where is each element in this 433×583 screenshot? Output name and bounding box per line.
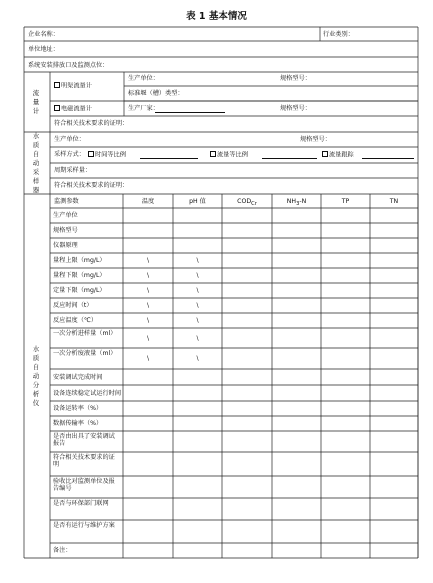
industry-label: 行业类别： bbox=[323, 31, 354, 38]
not-applicable-mark: \ bbox=[146, 317, 150, 324]
column-header-param: 监测参数 bbox=[54, 198, 79, 205]
cycle-sampling-label: 周期采样量： bbox=[54, 167, 92, 174]
flowmeter-group-label: 流量计 bbox=[32, 88, 40, 115]
table-row-label: 规格型号 bbox=[53, 227, 78, 234]
column-header-3: $COD_{Cr}$ bbox=[237, 198, 257, 208]
table-row-label: 安装调试完成时间 bbox=[53, 373, 103, 381]
flowmeter-maker-label: 生产厂家： bbox=[128, 105, 159, 112]
table-row-label: 是否由出具了安装调试报告 bbox=[53, 433, 115, 447]
table-row-label: 仪器原理 bbox=[53, 242, 78, 249]
weir-type-label: 标准堰（槽）类型： bbox=[128, 90, 184, 97]
sampling-method-label: 采样方式： bbox=[54, 151, 85, 158]
table-row-label: 一次分析废液量（ml） bbox=[53, 350, 117, 357]
checkbox-icon[interactable] bbox=[54, 105, 60, 111]
flow-tracking-checkbox-label: 流量跟踪 bbox=[329, 151, 354, 159]
flow-proportional-checkbox[interactable] bbox=[210, 151, 248, 159]
table-row-label: 反应时间（t） bbox=[53, 302, 93, 309]
flowmeter-compliance-label: 符合相关技术要求的证明： bbox=[54, 120, 129, 127]
open-channel-flowmeter-checkbox-label: 明渠流量计 bbox=[61, 82, 92, 90]
column-header-4: $NH_3-N$ bbox=[286, 198, 307, 208]
analyzer-group-label: 水质自动分析仪 bbox=[32, 344, 40, 407]
not-applicable-mark: \ bbox=[146, 334, 150, 342]
time-proportional-checkbox-label: 时间等比例 bbox=[95, 151, 126, 159]
column-header-6: TN bbox=[389, 198, 399, 205]
checkbox-icon[interactable] bbox=[210, 151, 216, 157]
table-row-label: 设备连续稳定试运行时间 bbox=[53, 389, 122, 397]
column-header-5: TP bbox=[341, 198, 350, 205]
table-row-label: 一次分析进样量（ml） bbox=[53, 330, 117, 337]
electromagnetic-flowmeter-checkbox[interactable] bbox=[54, 105, 92, 113]
fill-in-blank bbox=[362, 158, 414, 159]
not-applicable-mark: \ bbox=[146, 287, 150, 294]
not-applicable-mark: \ bbox=[146, 257, 150, 264]
not-applicable-mark: \ bbox=[196, 302, 199, 309]
table-row-label: 设备运转率（%） bbox=[53, 405, 103, 412]
sampler-compliance-label: 符合相关技术要求的证明： bbox=[54, 182, 129, 189]
not-applicable-mark: \ bbox=[196, 334, 199, 342]
not-applicable-mark: \ bbox=[196, 355, 199, 362]
flow-tracking-checkbox[interactable] bbox=[322, 151, 354, 159]
flow-proportional-checkbox-label: 流量等比例 bbox=[217, 151, 248, 159]
fill-in-blank bbox=[155, 112, 225, 113]
table-row-label: 量程上限（mg/L） bbox=[53, 257, 106, 264]
not-applicable-mark: \ bbox=[146, 272, 150, 279]
column-header-2: pH 值 bbox=[189, 198, 206, 205]
not-applicable-mark: \ bbox=[146, 302, 150, 309]
table-row-label: 是否有运行与维护方案 bbox=[53, 522, 115, 529]
flowmeter-model2-label: 规格型号： bbox=[280, 105, 311, 112]
column-header-1: 温度 bbox=[141, 198, 155, 205]
sampler-manufacturer-label: 生产单位： bbox=[54, 136, 85, 143]
fill-in-blank bbox=[262, 158, 317, 159]
monitoring-location-label: 系统安装排放口及监测点位： bbox=[28, 62, 109, 69]
checkbox-icon[interactable] bbox=[322, 151, 328, 157]
not-applicable-mark: \ bbox=[196, 317, 199, 324]
table-row-label: 符合相关技术要求的证明 bbox=[53, 454, 115, 468]
table-row-label: 验收比对监测单位及报告编号 bbox=[53, 478, 115, 492]
fill-in-blank bbox=[140, 158, 198, 159]
open-channel-flowmeter-checkbox[interactable] bbox=[54, 82, 92, 90]
table-row-label: 数据传输率（%） bbox=[53, 420, 103, 427]
table-row-label: 备注： bbox=[53, 547, 72, 554]
not-applicable-mark: \ bbox=[196, 272, 199, 279]
table-row-label: 是否与环保部门联网 bbox=[53, 500, 109, 507]
table-row-label: 定量下限（mg/L） bbox=[53, 287, 106, 294]
flowmeter-manufacturer-label: 生产单位： bbox=[128, 75, 159, 82]
electromagnetic-flowmeter-checkbox-label: 电磁流量计 bbox=[61, 105, 92, 113]
time-proportional-checkbox[interactable] bbox=[88, 151, 126, 159]
not-applicable-mark: \ bbox=[146, 355, 150, 362]
sampler-group-label: 水质自动采样器 bbox=[32, 131, 40, 194]
checkbox-icon[interactable] bbox=[88, 151, 94, 157]
not-applicable-mark: \ bbox=[196, 257, 199, 264]
table-title: 表 1 基本情况 bbox=[186, 11, 247, 22]
sampler-model-label: 规格型号： bbox=[300, 136, 331, 143]
table-row-label: 量程下限（mg/L） bbox=[53, 272, 106, 279]
flowmeter-model-label: 规格型号： bbox=[280, 75, 311, 82]
not-applicable-mark: \ bbox=[196, 287, 199, 294]
address-label: 单位地址： bbox=[28, 46, 59, 53]
table-row-label: 反应温度（℃） bbox=[53, 317, 98, 324]
table-row-label: 生产单位 bbox=[53, 212, 78, 219]
company-name-label: 企业名称： bbox=[28, 31, 59, 38]
checkbox-icon[interactable] bbox=[54, 82, 60, 88]
